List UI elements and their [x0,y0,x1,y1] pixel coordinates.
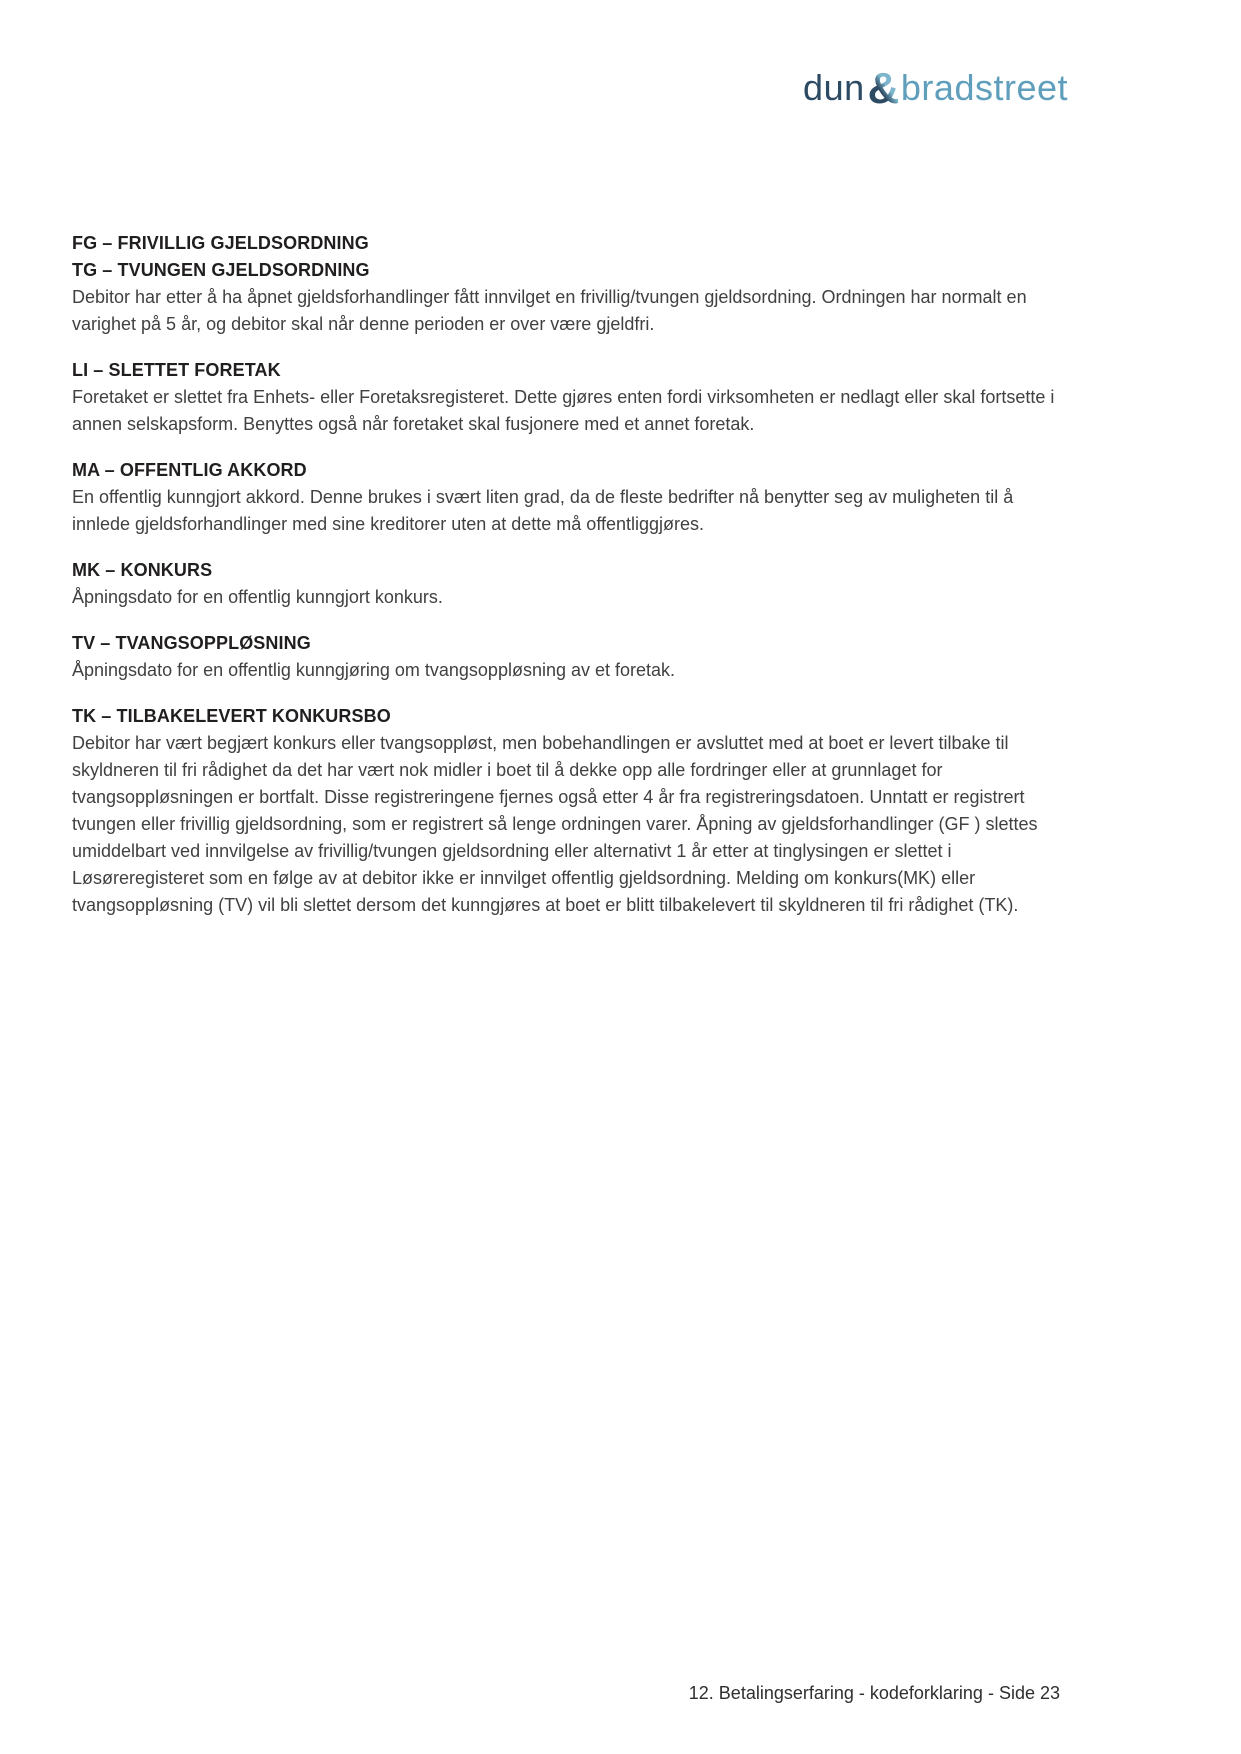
section-body-ma: En offentlig kunngjort akkord. Denne brukes i svært liten grad, da de fleste bedrifter nå benytter seg av muligheten til å innlede gjeldsforhandlinger med sine kreditorer uten at dette må offentliggjøres. [72,487,1014,534]
dun-bradstreet-logo [803,64,1068,113]
section-body-li: Foretaket er slettet fra Enhets- eller Foretaksregisteret. Dette gjøres enten fordi virksomheten er nedlagt eller skal fortsette i annen selskapsform. Benyttes også når foretaket skal fusjonere med et annet foretak. [72,387,1055,434]
page-footer: 12. Betalingserfaring - kodeforklaring - Side 23 [688,1683,1060,1703]
section-mk [72,557,1069,611]
ampersand-logo-icon: & [867,64,900,113]
section-heading-tg: TG – TVUNGEN GJELDSORDNING [72,260,370,280]
section-heading-fg: FG – FRIVILLIG GJELDSORDNING [72,233,369,253]
section-heading-ma: MA – OFFENTLIG AKKORD [72,460,307,480]
logo-text-dun: dun [803,67,865,108]
section-li [72,357,1069,438]
document-body [72,230,1069,919]
section-heading-mk: MK – KONKURS [72,560,213,580]
section-heading-tv: TV – TVANGSOPPLØSNING [72,633,311,653]
section-body-tk: Debitor har vært begjært konkurs eller tvangsoppløst, men bobehandlingen er avsluttet med at boet er levert tilbake til skyldneren til fri rådighet da det har vært nok midler i boet til å dekke opp alle fordringer eller at grunnlaget for tvangsoppløsningen er bortfalt. Disse registreringene fjernes også etter 4 år fra registreringsdatoen. Unntatt er registrert tvungen eller frivillig gjeldsordning, som er registrert så lenge ordningen varer. Åpning av gjeldsforhandlinger (GF ) slettes umiddelbart ved innvilgelse av frivillig/tvungen gjeldsordning eller alternativt 1 år etter at tinglysingen er slettet i Løsøreregisteret som en følge av at debitor ikke er innvilget offentlig gjeldsordning. Melding om konkurs(MK) eller tvangsoppløsning (TV) vil bli slettet dersom det kunngjøres at boet er blitt tilbakelevert til skyldneren til fri rådighet (TK). [72,733,1038,915]
section-heading-tk: TK – TILBAKELEVERT KONKURSBO [72,706,391,726]
section-tk [72,703,1069,919]
section-body-mk: Åpningsdato for en offentlig kunngjort konkurs. [72,587,443,607]
section-tv [72,630,1069,684]
section-fg-tg [72,230,1069,338]
section-ma [72,457,1069,538]
logo-text-bradstreet: bradstreet [900,67,1068,108]
section-heading-li: LI – SLETTET FORETAK [72,360,281,380]
section-body-fg-tg: Debitor har etter å ha åpnet gjeldsforhandlinger fått innvilget en frivillig/tvungen gjeldsordning. Ordningen har normalt en varighet på 5 år, og debitor skal når denne perioden er over være gjeldfri. [72,287,1027,334]
section-body-tv: Åpningsdato for en offentlig kunngjøring om tvangsoppløsning av et foretak. [72,660,676,680]
